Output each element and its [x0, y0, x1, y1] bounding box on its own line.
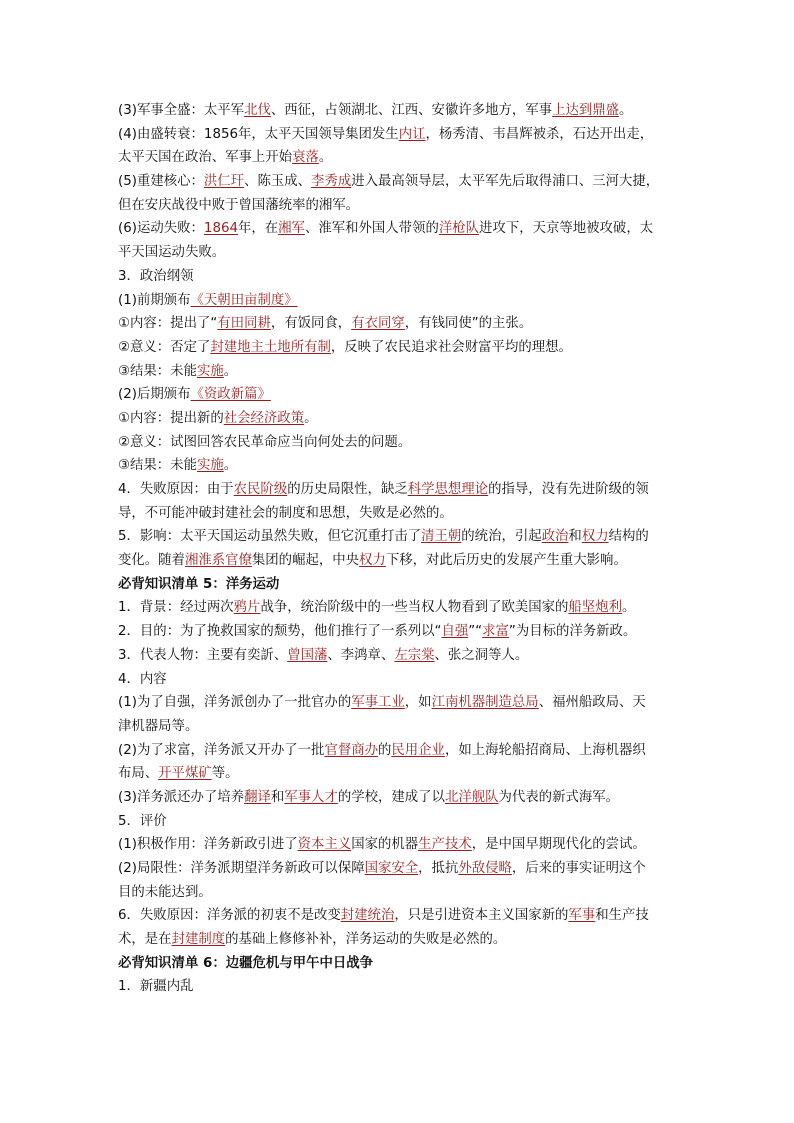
text-segment: 。: [223, 458, 238, 474]
text-segment: (6)运动失败：: [118, 221, 204, 237]
underlined-term: 北伐: [244, 103, 271, 118]
text-segment: 和: [568, 529, 582, 545]
underlined-term: 有田同耕: [217, 316, 271, 332]
section-heading: [118, 573, 680, 597]
text-segment: 3．代表人物：主要有奕訢、: [118, 647, 288, 663]
underlined-term: 军事: [568, 908, 596, 924]
text-line: [118, 596, 680, 620]
underlined-term: 民用企业: [391, 742, 445, 758]
heading-text: 必背知识清单 5：洋务运动: [118, 576, 280, 592]
text-segment: ①内容：提出新的: [118, 410, 224, 426]
text-line: [118, 336, 680, 360]
underlined-term: 资本主义: [297, 837, 352, 853]
text-segment: ①内容：提出了“: [118, 316, 218, 332]
text-line: [118, 833, 680, 857]
text-segment: 4．内容: [118, 671, 167, 687]
text-segment: ，后来的事实证明这个: [511, 861, 646, 876]
text-segment: (1)积极作用：洋务新政引进了: [118, 837, 298, 853]
text-segment: ②意义：试图回答农民革命应当向何处去的问题。: [118, 434, 412, 450]
text-segment: 变化。随着: [118, 553, 185, 569]
text-line: [118, 881, 680, 905]
underlined-term: 科学思想理论: [407, 482, 489, 497]
text-line: [118, 549, 680, 573]
text-line: [118, 265, 680, 289]
underlined-term: 船坚炮利: [568, 600, 622, 616]
text-segment: ，杨秀清、韦昌辉被杀，石达开出走，: [425, 126, 654, 142]
underlined-term: 《资政新篇》: [190, 387, 271, 403]
text-segment: 进入最高领导层，太平军先后取得浦口、三河大捷，: [351, 174, 660, 190]
underlined-term: 外敌侵略: [458, 861, 512, 876]
underlined-term: 《天朝田亩制度》: [190, 292, 298, 308]
text-line: [118, 762, 680, 786]
underlined-term: 开平煤矿: [158, 766, 212, 782]
text-segment: 结构的: [608, 529, 649, 545]
underlined-term: 衰落: [292, 150, 319, 166]
text-segment: 5．影响：太平天国运动虽然失败，但它沉重打击了: [118, 529, 422, 545]
text-line: [118, 502, 680, 526]
text-segment: 太平天国在政治、军事上开始: [118, 150, 293, 166]
text-segment: ②意义：否定了: [118, 339, 211, 355]
text-segment: (2)后期颁布: [118, 387, 191, 403]
text-line: [118, 739, 680, 763]
section-heading: [118, 952, 680, 976]
text-segment: ，是中国早期现代化的尝试。: [471, 837, 646, 853]
underlined-term: 江南机器制造总局: [431, 695, 539, 711]
underlined-term: 官督商办: [324, 742, 378, 758]
text-segment: ，反映了农民追求社会财富平均的理想。: [330, 339, 572, 355]
underlined-term: 权力: [581, 529, 609, 545]
underlined-term: 求富: [482, 624, 509, 640]
text-line: [118, 691, 680, 715]
text-segment: 和生产技: [595, 908, 649, 924]
underlined-term: 封建制度: [171, 932, 226, 948]
text-segment: 、张之洞等人。: [434, 647, 529, 663]
text-segment: 的: [378, 742, 392, 758]
text-segment: 1．新疆内乱: [118, 979, 194, 995]
underlined-term: 实施: [196, 458, 224, 474]
text-segment: 术，是在: [118, 932, 172, 948]
underlined-term: 湘淮系官僚: [184, 553, 252, 569]
underlined-term: 权力: [359, 553, 386, 569]
text-segment: 。: [304, 410, 318, 426]
text-segment: 、西征，占领湖北、江西、安徽许多地方，军事: [270, 103, 553, 118]
text-line: [118, 644, 680, 668]
text-segment: 和: [270, 789, 285, 805]
text-segment: 。: [223, 363, 238, 379]
text-segment: ”为目标的洋务新政。: [508, 624, 637, 640]
text-line: [118, 170, 680, 194]
text-segment: 国家的机器: [351, 837, 419, 853]
text-segment: 2．目的：为了挽救国家的颓势，他们推行了一系列以“: [118, 624, 442, 640]
text-segment: ，有饭同食，: [270, 316, 352, 332]
text-segment: ③结果：未能: [118, 458, 197, 474]
text-line: [118, 241, 680, 265]
underlined-term: 封建统治: [340, 908, 395, 924]
text-segment: (1)为了自强，洋务派创办了一批官办的: [118, 695, 352, 711]
text-segment: 。: [619, 103, 633, 118]
text-line: [118, 810, 680, 834]
text-line: [118, 454, 680, 478]
text-segment: 的学校，建成了以: [337, 789, 445, 805]
text-line: [118, 928, 680, 952]
text-line: [118, 975, 680, 999]
document-body: [118, 99, 680, 999]
text-segment: ，如: [404, 695, 432, 711]
underlined-term: 左宗棠: [394, 647, 435, 663]
text-line: [118, 478, 680, 502]
text-segment: (5)重建核心：: [118, 174, 204, 190]
underlined-term: 洪仁玕: [203, 174, 245, 190]
text-line: [118, 715, 680, 739]
text-segment: 的基础上修修补补，洋务运动的失败是必然的。: [225, 932, 507, 948]
text-line: [118, 525, 680, 549]
text-segment: 、李鸿章、: [327, 647, 395, 663]
text-line: [118, 904, 680, 928]
underlined-term: 鼎盛: [592, 103, 620, 118]
text-segment: 、福州船政局、天: [538, 695, 646, 711]
underlined-term: 翻译: [244, 789, 271, 805]
text-segment: 。: [621, 600, 636, 616]
text-segment: 目的未能达到。: [118, 884, 212, 900]
underlined-term: 湘军: [278, 221, 305, 237]
text-segment: 为代表的新式海军。: [498, 789, 620, 805]
text-line: [118, 407, 680, 431]
text-segment: (2)为了求富，洋务派又开办了一批: [118, 742, 325, 758]
text-segment: (1)前期颁布: [118, 292, 191, 308]
underlined-term: 自强: [441, 624, 469, 640]
text-segment: ，只是引进资本主义国家新的: [394, 908, 569, 924]
text-line: [118, 620, 680, 644]
underlined-term: 国家安全: [364, 861, 419, 876]
underlined-term: 北洋舰队: [444, 789, 499, 805]
text-segment: 1．背景：经过两次: [118, 600, 234, 616]
text-line: [118, 312, 680, 336]
underlined-term: 实施: [196, 363, 224, 379]
text-line: [118, 786, 680, 810]
underlined-term: 有衣同穿: [351, 316, 405, 332]
underlined-term: 封建地主土地所有制: [210, 339, 331, 355]
text-segment: 战争，统治阶级中的一些当权人物看到了欧美国家的: [260, 600, 569, 616]
text-line: [118, 360, 680, 384]
underlined-term: 生产技术: [418, 837, 472, 853]
text-segment: 、陈玉成、: [244, 174, 312, 190]
text-line: [118, 289, 680, 313]
text-segment: (3)军事全盛：太平军: [118, 103, 245, 118]
underlined-term: 1864: [203, 221, 238, 237]
underlined-term: 政治: [541, 529, 569, 545]
text-line: [118, 383, 680, 407]
text-segment: 4．失败原因：由于: [118, 482, 234, 497]
text-segment: ，如上海轮船招商局、上海机器织: [444, 742, 646, 758]
underlined-term: 上达到: [552, 103, 593, 118]
text-segment: 、淮军和外国人带领的: [304, 221, 439, 237]
text-segment: 的统治，引起: [461, 529, 542, 545]
text-segment: 进攻下，天京等地被攻破，太: [479, 221, 654, 237]
underlined-term: 内讧: [398, 126, 426, 142]
text-segment: 但在安庆战役中败于曾国藩统率的湘军。: [118, 197, 360, 213]
text-line: [118, 431, 680, 455]
text-line: [118, 217, 680, 241]
underlined-term: 李秀成: [311, 174, 352, 190]
text-line: [118, 99, 680, 123]
text-segment: ，有钱同使”的主张。: [404, 316, 533, 332]
text-segment: (2)局限性：洋务派期望洋务新政可以保障: [118, 861, 365, 876]
underlined-term: 清王朝: [421, 529, 462, 545]
text-segment: (4)由盛转衰：1856年，太平天国领导集团发生: [118, 126, 399, 142]
text-segment: 下移，对此后历史的发展产生重大影响。: [385, 553, 627, 569]
text-segment: 3．政治纲领: [118, 268, 194, 284]
text-line: [118, 146, 680, 170]
text-segment: 等。: [211, 766, 239, 782]
heading-text: 必背知识清单 6：边疆危机与甲午中日战争: [118, 955, 374, 971]
text-segment: 年，在: [238, 221, 279, 237]
underlined-term: 军事工业: [351, 695, 405, 711]
text-segment: 津机器局等。: [118, 718, 199, 734]
underlined-term: 洋枪队: [438, 221, 480, 237]
text-segment: 6．失败原因：洋务派的初衷不是改变: [118, 908, 341, 924]
text-segment: 的指导，没有先进阶级的领: [488, 482, 649, 497]
text-segment: (3)洋务派还办了培养: [118, 789, 245, 805]
underlined-term: 农民阶级: [233, 482, 288, 497]
underlined-term: 社会经济政策: [223, 410, 305, 426]
underlined-term: 鸦片: [233, 600, 261, 616]
text-segment: 的历史局限性，缺乏: [287, 482, 408, 497]
text-line: [118, 668, 680, 692]
text-segment: 平天国运动失败。: [118, 245, 226, 261]
text-segment: ③结果：未能: [118, 363, 197, 379]
text-segment: 。: [318, 150, 333, 166]
underlined-term: 军事人才: [284, 789, 338, 805]
text-segment: 5．评价: [118, 813, 167, 829]
text-segment: ”“: [468, 624, 483, 640]
text-line: [118, 857, 680, 881]
text-line: [118, 123, 680, 147]
text-segment: ，抵抗: [418, 861, 459, 876]
text-segment: 布局、: [118, 766, 159, 782]
text-segment: 集团的崛起，中央: [251, 553, 360, 569]
text-segment: 导，不可能冲破封建社会的制度和思想，失败是必然的。: [118, 505, 453, 521]
underlined-term: 曾国藩: [287, 647, 328, 663]
text-line: [118, 194, 680, 218]
